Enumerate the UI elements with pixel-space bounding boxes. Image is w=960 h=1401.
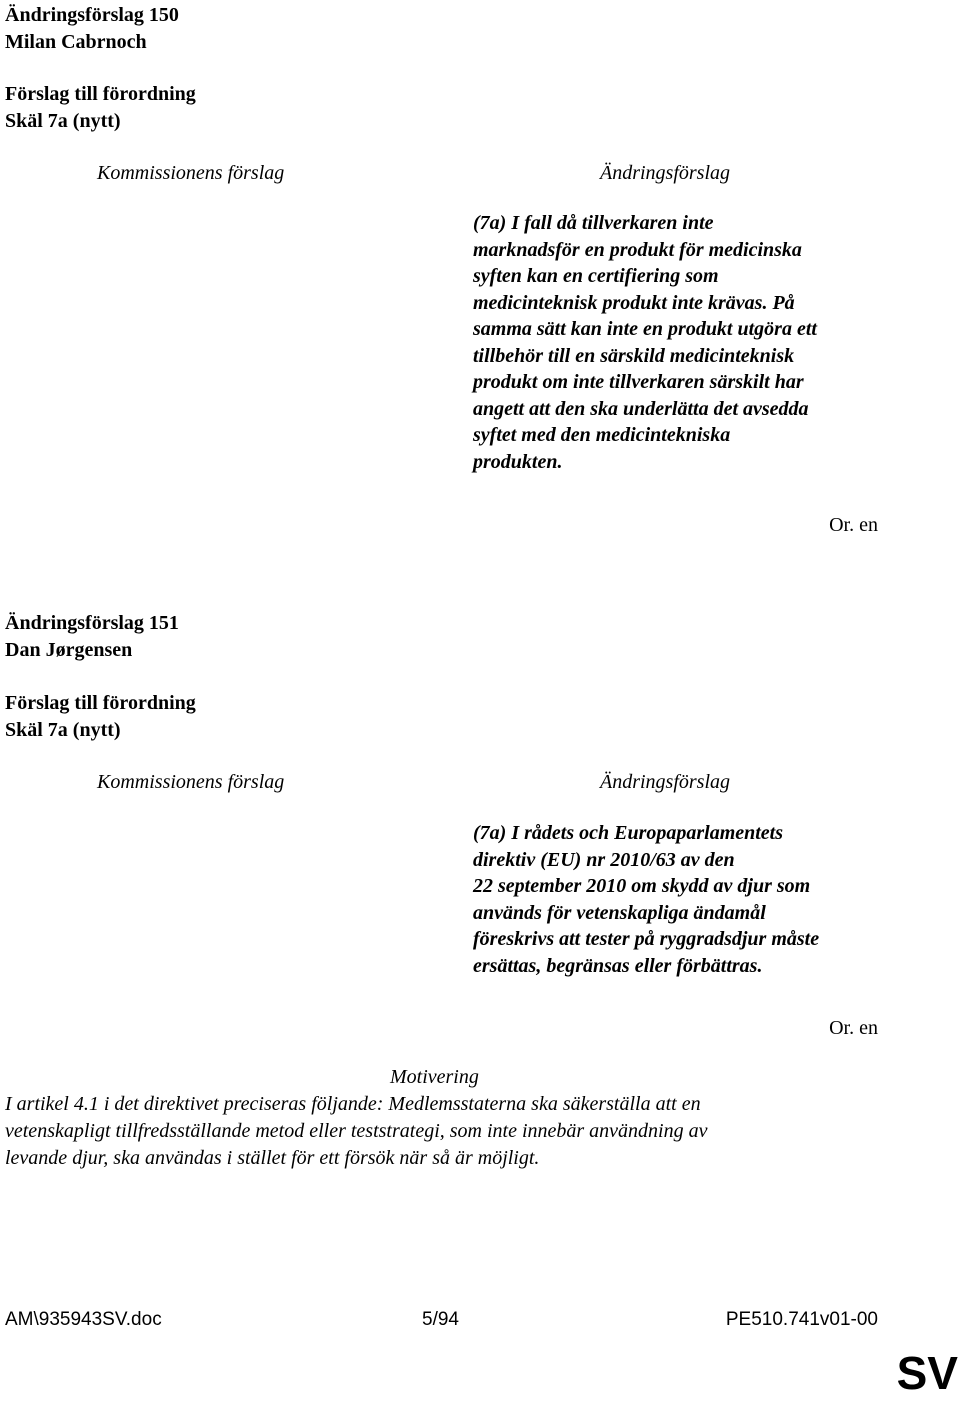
amendment-150-line: syften kan en certifiering som [473, 265, 719, 287]
justification-line: levande djur, ska användas i stället för ett försök när så är möjligt. [5, 1147, 540, 1169]
amendment-151-line: 22 september 2010 om skydd av djur som [473, 875, 811, 897]
justification-text [5, 1091, 905, 1172]
amendment-150-line: medicinteknisk produkt inte krävas. På [473, 291, 795, 314]
amendment-151-line: direktiv (EU) nr 2010/63 av den [473, 848, 735, 871]
amendment-150-line: tillbehör till en särskild medicinteknisk [473, 344, 795, 367]
amendment-150-amendment-heading: Ändringsförslag [600, 162, 731, 184]
justification-heading: Motivering [390, 1066, 479, 1088]
footer-language-code: SV [896, 1347, 958, 1399]
amendment-151-original-language: Or. en [829, 1017, 878, 1039]
amendment-150-proposal-title: Förslag till förordning [5, 83, 196, 105]
amendment-151-number: Ändringsförslag 151 [5, 612, 179, 634]
amendment-150-line: produkten. [473, 450, 563, 473]
amendment-150-line: angett att den ska underlätta det avsedda [473, 397, 809, 420]
amendment-150-author: Milan Cabrnoch [5, 31, 147, 53]
amendment-150-line: marknadsför en produkt för medicinska [473, 238, 802, 261]
justification-line: vetenskapligt tillfredsställande metod eller teststrategi, som inte innebär användning av [5, 1120, 708, 1142]
amendment-151-proposal-title: Förslag till förordning [5, 692, 196, 714]
amendment-151-text [473, 820, 893, 979]
amendment-151-commission-heading: Kommissionens förslag [97, 771, 285, 793]
amendment-151-line: ersättas, begränsas eller förbättras. [473, 954, 763, 977]
footer-page-number: 5/94 [422, 1309, 459, 1330]
amendment-151-line: föreskrivs att tester på ryggradsdjur måste [473, 928, 820, 950]
justification-line: I artikel 4.1 i det direktivet preciseras följande: Medlemsstaterna ska säkerställa att en [5, 1093, 701, 1115]
amendment-151-line: används för vetenskapliga ändamål [473, 901, 766, 924]
amendment-150-recital: Skäl 7a (nytt) [5, 110, 121, 132]
amendment-150-number: Ändringsförslag 150 [5, 4, 179, 26]
amendment-150-commission-heading: Kommissionens förslag [97, 162, 285, 184]
amendment-151-author: Dan Jørgensen [5, 639, 133, 661]
amendment-150-line: syftet med den medicintekniska [473, 424, 731, 446]
amendment-150-line: samma sätt kan inte en produkt utgöra ett [473, 318, 817, 340]
amendment-151-recital: Skäl 7a (nytt) [5, 719, 121, 741]
footer-document-reference: AM\935943SV.doc [5, 1309, 162, 1330]
amendment-150-line: produkt om inte tillverkaren särskilt har [473, 371, 804, 393]
amendment-150-line: (7a) I fall då tillverkaren inte [473, 212, 714, 234]
amendment-151-amendment-heading: Ändringsförslag [600, 771, 731, 793]
amendment-150-original-language: Or. en [829, 514, 878, 536]
amendment-150-text [473, 210, 893, 475]
footer-pe-reference: PE510.741v01-00 [725, 1309, 878, 1330]
amendment-151-line: (7a) I rådets och Europaparlamentets [473, 822, 784, 844]
